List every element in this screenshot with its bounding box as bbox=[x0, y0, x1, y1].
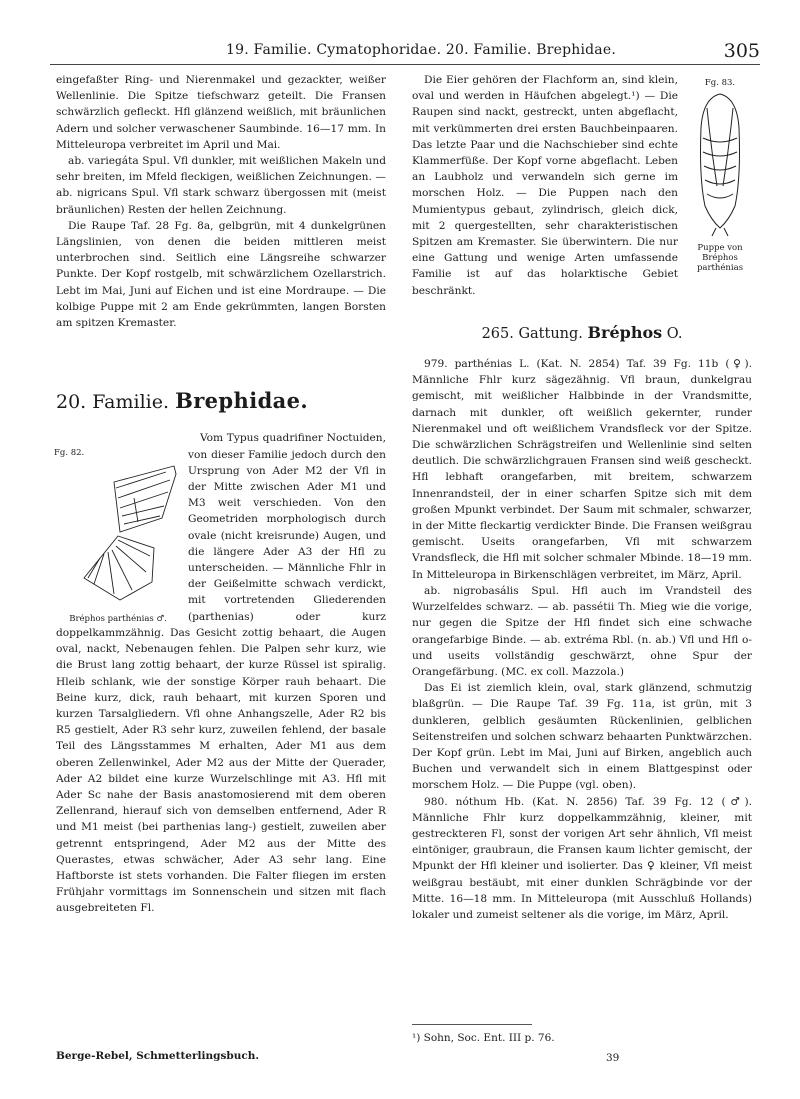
page-number: 305 bbox=[723, 40, 760, 62]
pupa-wing-case bbox=[723, 108, 733, 186]
right-column bbox=[412, 72, 752, 923]
paragraph: ab. variegáta Spul. Vfl dunkler, mit weißlichen Makeln und sehr breiten, im Mfeld fleckigen, weißlichen Zeichnungen. — ab. nigricans Spul. Vfl stark schwarz übergossen mit (meist bräunlichen) Resten der hellen Zeichnung. bbox=[56, 155, 386, 216]
figure-82-label: Fg. 82. bbox=[54, 448, 85, 459]
figure-82 bbox=[54, 448, 182, 623]
genus-heading-prefix: 265. Gattung. bbox=[481, 325, 583, 342]
family-heading-name: Brephidae. bbox=[175, 388, 309, 414]
hindwing-vein bbox=[88, 558, 100, 578]
family-heading bbox=[56, 388, 386, 414]
paragraph: Die Eier gehören der Flachform an, sind klein, oval und werden in Häufchen abgelegt.¹) — Die Raupen sind nackt, gestreckt, unten abgeflacht, mit verkümmerten drei ersten Bauchbeinpaaren. Das letzte Paar und die Nachschieber sind echte Klammerfüße. Der Kopf vorne abgeflacht. Leben an Laubholz und verwandeln sich gerne im morschen Holz. — Die Puppen nach den Mumientypus gebaut, zylindrisch, gleich dick, mit 2 quergestellten, sehr charakteristischen Spitzen am Kremaster. Sie überwintern. Die nur eine Gattung und wenige Arten umfassende Familie ist auf das holarktische Gebiet beschränkt. bbox=[412, 74, 678, 297]
paragraph: ab. nigrobasális Spul. Hfl auch im Vrandsteil des Wurzelfeldes schwarz. — ab. passétii Th. Mieg wie die vorige, nur gegen die Spitze der Hfl findet sich eine schwache orangefarbige Binde. — ab. extréma Rbl. (n. ab.) Vfl und Hfl o- und useits vollständig geschwärzt, ohne Spur der Orangefärbung. (MC. ex coll. Mazzola.) bbox=[412, 584, 752, 678]
pupa-cremaster bbox=[712, 228, 728, 236]
genus-heading bbox=[412, 322, 752, 342]
paragraph: Vom Typus quadrifiner Noctuiden, von dieser Familie jedoch durch den Ursprung von Ader M2 der Vfl in der Mitte zwischen Ader M1 und M3 weit verschieden. Von den Geometriden morphologisch durch ovale (nicht kreisrunde) Augen, und die längere Ader A3 der Hfl zu unterscheiden. — Männliche Fhlr in der Geißelmitte schwach verdickt, mit vortretenden Gliederenden (parthenias) oder kurz doppelkammzähnig. Das Gesicht zottig behaart, die Augen oval, nackt, Nebenaugen fehlen. Die Palpen sehr kurz, wie die Brust lang zottig behaart, der kurze Rüssel ist spiralig. Hleib schlank, wie der sonstige Körper rauh behaart. Die Beine kurz, dick, rauh behaart, mit kurzen Sporen und kurzen Tarsalgliedern. Vfl ohne Anhangszelle, Ader R2 bis R5 gestielt, Ader R3 sehr kurz, zuweilen fehlend, der basale Teil des Längsstammes M erhalten, Ader M1 aus dem oberen Zellenwinkel, Ader M2 aus der Mitte der Querader, Ader A2 bildet eine kurze Wurzelschlinge mit A3. Hfl mit Ader Sc nahe der Basis anastomosierend mit dem oberen Zellenrand, hierauf sich von demselben entfernend, Ader R und M1 meist (bei parthenias lang-) gestielt, zuweilen aber getrennt entspringend, Ader M2 aus der Mitte des Querastes, etwas schwächer, Ader A3 sehr lang. Eine Haftborste ist stets vorhanden. Die Falter fliegen im ersten Frühjahr vormittags im Sonnenschein und sitzen mit flach ausgebreiteten Fl. bbox=[56, 432, 386, 915]
pupa-segment bbox=[703, 152, 737, 156]
pupa-segment bbox=[705, 180, 735, 184]
hindwing-vein bbox=[118, 540, 150, 556]
book-footer: Berge-Rebel, Schmetterlingsbuch. bbox=[56, 1050, 260, 1062]
pupa-segment bbox=[703, 138, 737, 142]
pupa-outline bbox=[701, 94, 740, 228]
paragraph: 979. parthénias L. (Kat. N. 2854) Taf. 39 Fg. 11b (♀). Männliche Fhlr kurz sägezähnig. Vfl braun, dunkelgrau gemischt, mit weißlicher Halbbinde in der Vrandsmitte, darnach mit dunkler, oft weißlich gekernter, runder Nierenmakel und oft weißlichem Vrandsfleck vor der Spitze. Die schwärzlichen Schrägstreifen und Wellenlinie sind selten deutlich. Die schwärzlichgrauen Fransen sind weiß gescheckt. Hfl lebhaft orangefarben, mit breitem, schwarzem Innenrandsteil, der in einer scharfen Spitze sich mit dem großen Mpunkt verbindet. Der Saum mit schmaler, schwarzer, in der Mitte fleckartig verdickter Binde. Die Fransen weißgrau gemischt. Useits orangefarben, Vfl mit schwarzem Vrandsfleck, die Hfl mit solcher schmaler Mbinde. 18—19 mm. In Mitteleuropa in Birkenschlägen verbreitet, im März, April. bbox=[412, 358, 752, 581]
forewing-vein bbox=[134, 498, 138, 522]
footnote-rule bbox=[412, 1024, 532, 1025]
genus-heading-author: O. bbox=[666, 325, 683, 342]
signature-mark: 39 bbox=[606, 1052, 620, 1064]
figure-83-caption: Puppe von Bréphos parthénias bbox=[696, 243, 744, 274]
paragraph: eingefaßter Ring- und Nierenmakel und gezackter, weißer Wellenlinie. Die Spitze tiefschwarz geteilt. Die Fransen schwärzlich gefleckt. Hfl glänzend weißlich, mit bräunlichen Adern und solcher verwaschener Saumbinde. 16—17 mm. In Mitteleuropa verbreitet im April und Mai. bbox=[56, 74, 386, 151]
pupa-segment bbox=[707, 194, 733, 198]
running-header bbox=[30, 40, 770, 64]
hindwing-vein bbox=[108, 552, 114, 594]
pupa-wing-case bbox=[707, 108, 717, 186]
figure-83 bbox=[684, 78, 756, 273]
forewing-vein bbox=[122, 506, 164, 516]
genus-heading-name: Bréphos bbox=[587, 322, 663, 342]
footnote: ¹) Sohn, Soc. Ent. III p. 76. bbox=[412, 1032, 555, 1044]
pupa-icon bbox=[695, 88, 745, 238]
figure-82-caption: Bréphos parthénias ♂. bbox=[69, 613, 167, 624]
forewing-vein bbox=[118, 480, 170, 498]
left-column bbox=[56, 72, 386, 917]
header-rule bbox=[50, 64, 760, 65]
figure-83-label: Fg. 83. bbox=[704, 78, 736, 88]
running-title: 19. Familie. Cymatophoridae. 20. Familie. Brephidae. bbox=[226, 42, 616, 58]
wing-venation-icon bbox=[54, 458, 182, 608]
paragraph: 980. nóthum Hb. (Kat. N. 2856) Taf. 39 Fg. 12 (♂). Männliche Fhlr kurz doppelkammzähnig, kleiner, mit gestreckteren Fl, sonst der vorigen Art sehr ähnlich, Vfl meist eintöniger, graubraun, die Fransen kaum lichter gemischt, der Mpunkt der Hfl kleiner und isolierter. Das ♀ kleiner, Vfl meist weißgrau bestäubt, mit einer dunklen Schrägbinde vor der Mitte. 16—18 mm. In Mitteleuropa (mit Ausschluß Hollands) lokaler und zumeist seltener als die vorige, im März, April. bbox=[412, 795, 752, 921]
paragraph: Die Raupe Taf. 28 Fg. 8a, gelbgrün, mit 4 dunkelgrünen Längslinien, von denen die beiden mittleren meist unterbrochen sind. Seitlich eine Längsreihe schwarzer Punkte. Der Kopf rostgelb, mit schwärzlichem Ozellarstrich. Lebt im Mai, Juni auf Eichen und ist eine Mordraupe. — Die kolbige Puppe mit 2 am Ende gekrümmten, langen Borsten am spitzen Kremaster. bbox=[56, 219, 386, 330]
paragraph: Das Ei ist ziemlich klein, oval, stark glänzend, schmutzig blaßgrün. — Die Raupe Taf. 39 Fg. 11a, ist grün, mit 3 dunkleren, gelblich gesäumten Rückenlinien, gelblichen Seitenstreifen und solchen schwarz behaarten Punktwärzchen. Der Kopf grün. Lebt im Mai, Juni auf Birken, angeblich auch Buchen und verwandelt sich in einem Blattgespinst oder morschem Holz. — Die Puppe (vgl. oben). bbox=[412, 682, 752, 792]
hindwing-vein bbox=[112, 550, 132, 590]
family-heading-prefix: 20. Familie. bbox=[56, 391, 170, 414]
forewing-outline bbox=[114, 466, 176, 532]
pupa-segment bbox=[704, 166, 736, 170]
hindwing-vein bbox=[94, 554, 104, 584]
hindwing-vein bbox=[116, 546, 146, 572]
